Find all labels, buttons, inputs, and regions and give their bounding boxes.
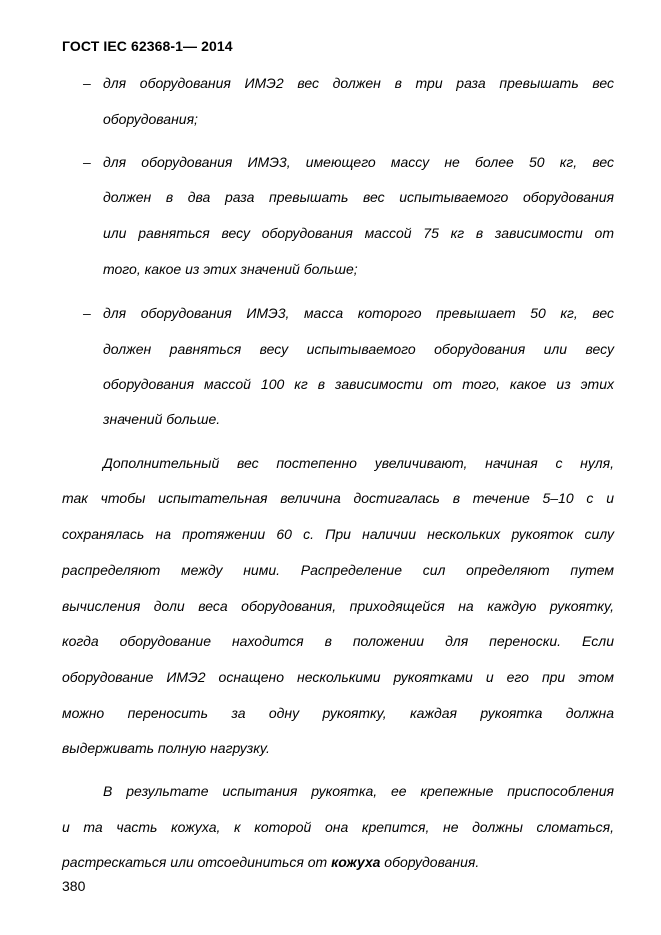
paragraph-2-line-start: растрескаться или отсоединиться от xyxy=(62,854,328,870)
list-item-3-line: значений больше. xyxy=(103,411,221,427)
paragraph-1-line: сохранялась на протяжении 60 с. При наличии нескольких рукояток силу xyxy=(62,526,614,542)
paragraph-2-line: В результате испытания рукоятка, ее крепежные приспособления xyxy=(103,783,614,799)
document-header: ГОСТ IEC 62368-1— 2014 xyxy=(62,38,233,54)
paragraph-1-line: распределяют между ними. Распределение сил определяют путем xyxy=(62,562,614,578)
paragraph-2-last-line xyxy=(62,854,614,870)
list-item-2-line: того, какое из этих значений больше; xyxy=(103,261,358,277)
list-item-3-line: для оборудования ИМЭ3, масса которого превышает 50 кг, вес xyxy=(103,305,614,321)
paragraph-1-line: вычисления доли веса оборудования, приходящейся на каждую рукоятку, xyxy=(62,598,614,614)
paragraph-1-line: когда оборудование находится в положении для переноски. Если xyxy=(62,633,614,649)
list-bullet: – xyxy=(83,305,91,321)
paragraph-2-line-end: оборудования. xyxy=(384,854,480,870)
list-item-2-line: должен в два раза превышать вес испытываемого оборудования xyxy=(103,189,614,205)
list-item-3-line: оборудования массой 100 кг в зависимости от того, какое из этих xyxy=(103,376,614,392)
page-number: 380 xyxy=(62,878,86,894)
list-item-3-line: должен равняться весу испытываемого оборудования или весу xyxy=(103,341,614,357)
paragraph-1-line: можно переносить за одну рукоятку, каждая рукоятка должна xyxy=(62,705,614,721)
paragraph-1-line: оборудование ИМЭ2 оснащено несколькими рукоятками и его при этом xyxy=(62,669,614,685)
list-item-1-line: для оборудования ИМЭ2 вес должен в три раза превышать вес xyxy=(103,75,614,91)
paragraph-1-line: так чтобы испытательная величина достигалась в течение 5–10 с и xyxy=(62,490,614,506)
list-bullet: – xyxy=(83,75,91,91)
list-item-1-line: оборудования; xyxy=(103,111,198,127)
paragraph-1-line: выдерживать полную нагрузку. xyxy=(62,740,270,756)
list-item-2-line: или равняться весу оборудования массой 75 кг в зависимости от xyxy=(103,225,614,241)
defined-term-kozhukh: кожуха xyxy=(331,854,381,870)
list-bullet: – xyxy=(83,154,91,170)
paragraph-1-line: Дополнительный вес постепенно увеличивают, начиная с нуля, xyxy=(103,455,614,471)
paragraph-2-line: и та часть кожуха, к которой она крепится, не должны сломаться, xyxy=(62,819,614,835)
list-item-2-line: для оборудования ИМЭ3, имеющего массу не более 50 кг, вес xyxy=(103,154,614,170)
